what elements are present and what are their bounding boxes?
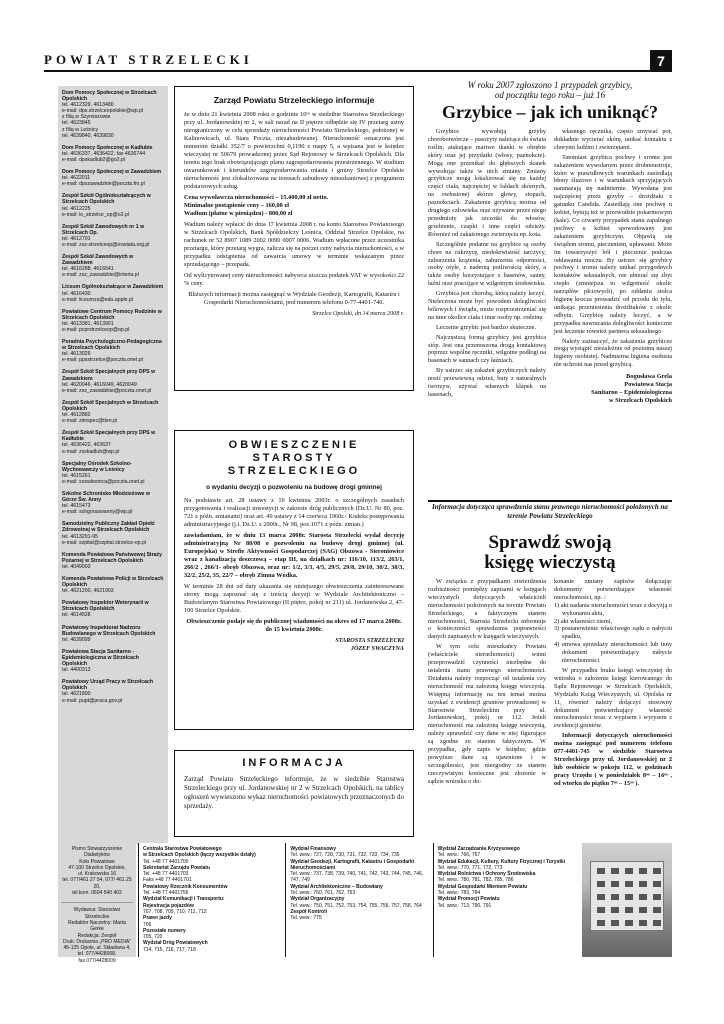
footer-dept-name: Wydział Geodezji, Kartografii, Katastru i Gospodarki Nieruchomościami [290,858,415,871]
sidebar-entry [62,430,164,454]
article1-sign4: w Strzelcach Opolskich [609,397,672,405]
building-window [625,881,633,887]
article1-kicker2: od początku tego roku – już 16 [494,90,606,100]
footer-dept-phone: Tel. wew.: 780, 781, 782, 785, 786 [437,877,514,884]
building-window [611,920,619,926]
sidebar-entry-name: Zespół Szkół Zawodowych w Zawadzkiem [62,254,134,267]
footer-publisher-line: tel.kom. 0604 540 402 [72,890,122,897]
article2-headline [428,533,672,573]
footer-dept-phone: Tel. +48 77 4401700 [143,858,189,865]
tender-notice-sign: Strzelce Opolski, dn.14 marca 2008 r. [312,311,404,317]
article1-paragraph: Najczęstszą formą grzybicy jest grzybica stóp. Jest ona przenoszona drogą kontaktową poprzez wspólne ręczniki, wilgotne podłogi na basenach w saunach czy łaźniach. [428,333,546,365]
building-window [625,920,633,926]
announcement-title: OBWIESZCZENIE [228,439,360,451]
sidebar-entry [62,491,164,515]
footer-publisher-line: 47-100 Strzelce Opolskie, [68,864,126,871]
sidebar-entry-line: e-mail: liceumza@edu.apple.pl [62,296,134,303]
sidebar-entry-name: Szkolne Schronisko Młodzieżowe w Górze Św. Anny [62,490,150,504]
footer-dept-name: Rejestracja pojazdów [143,902,194,909]
sidebar-entry-line: e-mail: dpskadlub2@go2.pl [62,156,125,163]
tender-price: Cena wywoławcza nieruchomości – 15.400,00 zł netto. [184,194,329,201]
announcement-topic: o wydaniu decyzji o pozwoleniu na budowę drogi gminnej [206,484,382,491]
article1-paragraph: Grzybica jest chorobą, którą należy leczyć. Nieleczona może być powodem dolegliwości bólowych i świądu, może rozprzestrzeniać się na inne okolice ciała i inne osoby np. rodzinę. [428,290,546,321]
article1-kicker1: W roku 2007 zgłoszono 1 przypadek grzybicy, [467,80,633,90]
sidebar-entry-name: Zespół Szkół Zawodowych nr 1 w Strzelcach Op. [62,223,145,236]
sidebar-entry [62,649,164,673]
sidebar-entry [62,625,164,643]
article2-headline-line1: Sprawdź swoją [488,532,612,553]
building-window [597,881,605,887]
footer-contacts [58,843,578,964]
building-window [597,907,605,913]
sidebar-entry-line: tel. 4616288, 4616541 [62,266,114,273]
footer-dept-name: Wydział Promocji Powiatu [437,896,500,903]
article2-document-list [554,602,672,665]
sidebar-entry-line: tel. 4621800 [62,691,91,698]
footer-publisher-line: Pismo Stowarzyszenie Diabetyków [71,846,123,859]
footer-printer-line: 45-125 Opole, ul. Składowa 4, [63,945,131,952]
sidebar-entry-line: tel. 4613381, 4613901 [62,320,114,327]
article1-column2 [554,128,672,496]
footer-dept-phone: 705, 720 [143,934,163,941]
footer-dept-phone: Tel. wew.: 727, 728, 730, 731, 732, 733, 734, 735 [290,852,400,859]
footer-contacts-col1 [138,843,283,957]
sidebar-entry-line: tel. 4621200, 4621903 [62,588,114,595]
sidebar-entry-line: tel. 4623845 [62,120,91,127]
article1-headline: Grzybice – jak ich uniknąć? [441,102,658,122]
article1-body [428,128,672,496]
footer-dept-name: Wydział Zarządzania Kryzysowego [437,846,520,852]
building-window [653,894,661,900]
footer-dept-name: Wydział Rolnictwa i Ochrony Środowiska [437,871,536,878]
footer-dept-phone: Tel. wew.: 760, 761, 762, 763 [290,890,356,897]
announcement-sign1: STAROSTA STRZELECKI [335,638,404,644]
sidebar-entry-line: tel. 4612701 [62,235,91,242]
masthead [44,50,672,72]
announcement-p3: W terminie 28 dni od daty ukazania się niniejszego obwieszczenia zainteresowane strony mogą zapoznać się z treścią decyzji w Wydziale Architektoniczno – Budowlanym Starostwa Powiatowego (II piętro, pokój nr 211) ul. Jordanowska 2, 47-100 Strzelce Opolskie. [184,583,404,614]
sidebar-entry-name: Dom Pomocy Społecznej w Strzelcach Opolskich [62,90,157,103]
article1-paragraph: własnego ręcznika, często zmywać pot, dokładnie wycierać skórę, unikać kontaktu z chorymi ludźmi i zwierzętami. [554,128,672,151]
institutions-sidebar [58,86,168,844]
footer-printer-line: Wydawca: Starostwo Strzeleckie [73,907,121,920]
sidebar-entry [62,339,164,363]
tender-notice-p4: Bliższych informacji można zasięgnąć w Wydziale Geodezji, Kartografii, Katastru i Gospodarki Nieruchomościami, pod numerem telefonu 0-77-4401-740. [188,291,400,306]
footer-dept-name: Powiatowy Rzecznik Konsumentów [143,883,228,890]
building-window [597,894,605,900]
sidebar-entry-name: Powiatowy Urząd Pracy w Strzelcach Opolskich [62,679,154,692]
article1-sign2: Powiatowa Stacja [624,381,672,389]
sidebar-entry-line: tel. 4612225 [62,205,91,212]
footer-dept-phone: 706 [143,921,152,928]
footer-dept-name: w Strzelcach Opolskich (łączy wszystkie działy) [143,852,256,859]
sidebar-entry-line: e-mail: zsskadlub@wp.pl [62,448,120,455]
sidebar-entry-line: tel. 4613291-95 [62,533,99,540]
sidebar-entry-line: e-mail: ppsstrzelce@poczta.onet.pl [62,357,143,364]
sidebar-entry-line: tel. 4620046, 4616049, 4620049 [62,381,137,388]
article1-column1 [428,128,546,496]
sidebar-entry-line: tel. 4400313 [62,667,91,674]
footer-publisher-line: Koło Powiatowe [79,858,115,865]
article2-list-item: 1) akt nadania nieruchomości wraz z decyzją o wykonaniu aktu, [554,601,673,617]
footer-dept-phone: Tel. +48 77 4401703 [143,871,189,878]
footer-printer-line: Druk: Drukarnia „PRO MEDIA" [63,938,131,945]
footer-contacts-col3 [433,843,578,957]
footer-printer-line: fax 077/4428009 [78,957,116,964]
sidebar-entry [62,576,164,594]
building-window [639,894,647,900]
footer-dept-name: Wydział Dróg Powiatowych [143,940,208,947]
sidebar-entry-line: tel. 4616430 [62,290,91,297]
announcement-p1: Na podstawie art. 28 ustawy z 10 kwietnia 2003r. o szczególnych zasadach przygotowania i realizacji inwestycji w zakresie dróg publicznych (Dz.U. Nr 80, poz. 721 z późn. zmianami) oraz art. 49 ustawy z 14 czerwca 1960r.- Kodeks postępowania administracyjnego (j.t. Dz.U. z 2000r., Nr 98, poz.1071 z późn. zmian.) [184,497,404,528]
article1-sign1: Bogusława Grela [626,373,672,381]
footer-publisher-line: tel. 077/461 27 54, 077/ 461 25 20, [62,877,132,890]
tender-minstep: Minimalne postąpienie ceny – 160,00 zł [184,202,289,209]
article2-body [428,578,672,840]
building-window [639,881,647,887]
building-window [625,907,633,913]
building-window [639,868,647,874]
sidebar-entry [62,369,164,393]
footer-dept-phone: Tel. wew.: 783, 784 [437,890,481,897]
sidebar-entry-name: Specjalny Ośrodek Szkolno-Wychowawczy w Leśnicy [62,460,132,473]
sidebar-entry [62,169,164,187]
footer-dept-name: Wydział Finansowy [290,846,337,852]
article2-col2b: W przypadku braku księgi wieczystej do wniosku o założenie księgi kierowanego do Sądu Rejonowego w Strzelcach Opolskich, Wydziału Ksiąg Wieczystych, ul. Opolska nr 11, również należy dołączyć stosowny dokument potwierdzający własność nieruchomości wraz z wypisem i wyrysem z ewidencji gruntów. [554,666,672,730]
announcement-p2: zawiadamiam, że w dniu 13 marca 2008r. Starosta Strzelecki wydał decyzję administracyjną Nr 80/08 o pozwoleniu na budowę drogi gminnej (ul. Europejska) w Strefie Aktywności Gospodarczej (SAG) Olszowa - Sieroniowice wraz z kanalizacją deszczową – etap III, na działkach nr: 116/10, 113/2, 263/1, 266/2 , 266/1- obręb Olszowa, oraz nr: 1/2, 3/3, 4/5, 29/5, 29/8, 29/10, 30/2, 30/3, 32/2, 25/2, 35, 22/7 – obręb Zimna Wódka. [184,532,404,579]
footer-dept-name: Zespół Kontroli [290,908,327,915]
article2-list-item: 2) akt własności ziemi, [554,617,613,625]
footer-dept-name: Centrala Starostwa Powiatowego [143,846,222,852]
tender-notice-p2: Wadium należy wpłacić do dnia 17 kwietnia 2008 r. na konto Starostwa Powiatowego w Strzelcach Opolskich, Bank Spółdzielczy Leśnica, Oddział Strzelce Opolskie, na rachunek nr 52 8907 1089 2002 0090 0007 0006. Wadium wpłacone przez uczestnika przetargu, który przetarg wygra, zalicza się na poczet ceny nabycia nieruchomości, a w przypadku odstąpienia od zawarcia umowy w terminie wskazanym przez sprzedającego – przepada. [184,221,404,268]
building-window [625,868,633,874]
sidebar-entry-line: tel. 4615473 [62,503,91,510]
sidebar-entry-name: Zespół Szkół Specjalnych przy DPS w Kadłubie [62,430,156,443]
sidebar-entry-line: e-mail: dpszawadzkie@poczta.fm.pl [62,181,145,188]
sidebar-entry-line: tel. 4615261 [62,472,91,479]
sidebar-entry-name: Liceum Ogólnokształcące w Zawadzkiem [62,284,164,291]
footer-dept-name: Wydział Edukacji, Kultury, Kultury Fizycznej i Turystki [437,858,566,865]
building-window [639,907,647,913]
article1-paragraph: Tatomiast grzybica pochwy i sromu jest zakażeniem wywołanym przez drobnoustroje, które w prawidłowych warunkach zasiedlają błony śluzowe i w warunkach sprzyjających namnażają się nadmiernie. Wywołana jest najczęściej przez grzyby – drożdżaki z gatunku Candida. Zasiedlają one pochwę u kobiet, bytują też w przewodzie pokarmowym (kale). Co czwarty przypadek stanu zapalnego pochwy u kobiet spowodowany jest zakażeniem grzybiczym. Objawią się świądem sromu, pieczeniem, upławami. Może im towarzyszyć ból i pieczenie podczas oddawania moczu. By ustrzec się grzybicy pochwy i sromu należy unikać przygodnych kontaktów seksualnych, nie ubierać się zbyt ciepło (zmniejsza to wilgotność okolic narządów płciowych), po oddaniu stolca higienę krocza prowadzić od przodu do tyłu, unikając przeniesienia drożdżaków z okolic odbytu. Grzybicę należy leczyć, a w przypadku nawracania dolegliwości konieczne jest leczenie również partnera seksualnego. [554,153,672,335]
sidebar-entry-line: tel. 4639840, 4639830 [62,132,114,139]
sidebar-entry-line: z filią w Leśnicy [62,126,99,133]
sidebar-entry-line: e-mail: pupt@praca.gov.pl [62,697,123,704]
tender-notice-title: Zarząd Powiatu Strzeleckiego informuje [213,95,375,105]
sidebar-entry-line: e-mail: pcprstrzelceop@op.pl [62,327,130,333]
article1-paragraph: Leczenie grzybic jest bardzo skuteczne. [436,323,537,331]
footer-dept-phone: Tel. wew.: 737, 738, 739, 740, 741, 742, 743, 744, 745, 746, 747, 749 [290,871,424,884]
building-window [653,907,661,913]
sidebar-entry [62,145,164,163]
sidebar-entry-line: tel. 4614528 [62,612,91,619]
footer-dept-phone: Tel. wew.: 770, 771, 772, 773 [437,864,503,871]
sidebar-entry-line: e-mail: zsz_zawadzkie@interia.pl [62,272,139,279]
footer-publisher-line: ul. Krakowska 16 [77,871,117,878]
sidebar-entry-name: Zespół Szkół Specjalnych w Strzelcach Opolskich [62,399,159,412]
article2-column2 [554,578,672,840]
information-box [174,750,414,837]
building-window [597,868,605,874]
building-window [611,868,619,874]
sidebar-entry-name: Powiatowy Inspektorat Nadzoru Budowlanego w Strzelcach Opolskich [62,624,156,637]
building-window [611,894,619,900]
sidebar-entry-line: e-mail: zss_zawadzkie@poczta.onet.pl [62,387,152,394]
article1-paragraph: Szczególnie podatne na grzybice są osoby chore na cukrzycę, niedokrwistość tarczycy, zaburzenia krążenia, zaburzenia odporności, osoby otyłe, z naderną potliwością skóry, a także osoby korzystające z basenów, sauny, łaźni oraz pracujące w wilgotnym środowisku. [428,240,546,288]
footer-dept-phone: Tel. wew.: 750, 751, 752, 753, 754, 755, 756, 757, 758, 764 [290,902,422,909]
tender-notice-body [184,111,404,318]
footer-dept-name: Wydział Gospodarki Mieniem Powiatu [437,883,528,890]
footer-dept-phone: 714, 715, 716, 717, 718 [143,946,196,953]
article2-col2c: Informacji dotyczących nieruchomości można zasięgnąć pod numerem telefonu 077-4401-745 w siedzibie Starostwa Strzeleckiego przy ul. Jordanowskiej nr 2 lub osobiście w pokoju 112, w godzinach pracy Urzędu ( w poniedziałek 8ᵒᵒ – 16ᵒᵒ , od wtorku do piątku 7ᵒᵒ – 15ᵒᵒ ). [554,732,672,787]
information-title: INFORMACJA [242,757,346,769]
article2-col2a: konanie zmiany zapisów dołączając dokumenty potwierdzające własność nieruchomości, np. : [554,578,672,601]
announcement-sign2: JÓZEF SWACZYNA [350,646,404,652]
sidebar-entry-line: tel. 4639099 [62,636,91,643]
sidebar-entry-name: Samodzielny Publiczny Zakład Opieki Zdrowotnej w Strzelcach Opolskich [62,521,155,534]
sidebar-entry-line: tel. 4622011 [62,175,91,182]
sidebar-entry-name: Komenda Powiatowa Policji w Strzelcach Opolskich [62,576,164,589]
footer-dept-phone: Tel. wew.: 766, 767 [437,852,481,859]
article1-header [428,80,672,122]
building-photo [582,843,672,957]
sidebar-entry [62,224,164,248]
footer-dept-phone: Faks +48 77 4401701 [143,877,192,884]
article-divider [428,500,672,502]
sidebar-entry-name: Dom Pomocy Społecznej w Zawadzkiem [62,169,162,176]
footer-dept-name: Prawo jazdy [143,915,172,922]
footer-publisher-box [58,843,136,964]
sidebar-entry-name: Zespół Szkół Specjalnych przy DPS w Zawadzkiem [62,369,156,382]
tender-notice-p3: Od wylicytowanej ceny nieruchomości nabywca uiszcza podatek VAT w wysokości 22 % ceny. [184,272,404,287]
building-window [653,881,661,887]
building-shape [590,861,664,931]
building-window [653,868,661,874]
sidebar-entry-line: tel. 4612329, 4613480 [62,102,114,109]
sidebar-entry-line: e-mail: sshgoraswanny@wp.pl [62,509,133,516]
article1-paragraph: Należy zaznaczyć, że zakażenia grzybicze mogą wystąpić niezależnie od poziomu naszej higieny osobistej. Nadmierna higiena osobista nie uchroni nas przed grzybicą. [554,337,672,369]
tender-notice-p1: że w dniu 21 kwietnia 2008 roku o godzinie 10ᵒᵒ w siedzibie Starostwa Strzeleckiego przy ul. Jordanowskiej nr 2, w sali narad na II piętrze odbędzie się IV przetarg ustny nieograniczony w celu sprzedaży nieruchomości Powiatu Strzeleckiego, położonej w Kalinowicach, ul. Stara Poczta, niezabudowanej. Nieruchomość oznaczona jest numerem działki 352/7 o powierzchni 0,1190 z mapy 5, a wpisana jest w księdze wieczystej nr 50679 prowadzonej przez Sąd Rejonowy w Strzelcach Opolskich. Dla terenu tego brak obowiązującego planu zagospodarowania przestrzennego. W studium uwarunkowań i kierunków zagospodarowania miasta i gminy Strzelce Opolskie nieruchomość jest zlokalizowana na terenach zabudowy mieszkaniowej z programem podstawowych usług. [184,111,404,190]
announcement-p4: Obwieszczenie podaje się do publicznej wiadomości na okres od 17 marca 2008r. do 15 kwietnia 2008r. [186,618,402,633]
sidebar-entry-line: e-mail: lo_strzelce_op@o2.pl [62,211,129,218]
sidebar-entry [62,679,164,703]
article1-paragraph: Grzybice wywołują grzyby chorobotwórcze – pasożyty należące do świata roślin, atakujące martwe tkanki w obrębie skóry oraz jej przydatki (włosy, paznokcie). Mogą one przenikać do głębszych tkanek wywołując także w nich zmiany. Zmiany grzybicze mogą lokalizować się na każdej części ciała, najczęściej w fałdach skórnych, na owłosionej skórze głowy, stopach, paznokciach. Zakażenie grzybicą można od drugiego człowieka oraz używane przez niego przedmioty jak szczotki do włosów, grzebienie, czapki i inne części odzieży. Również od zakażonego zwierzęcia np. kota. [428,128,547,238]
footer-dept-name: Wydział Organizacyjny [290,896,345,903]
article2-list-item: 3) postanowienie właściwego sądu o nabyciu spadku, [554,625,672,641]
footer-printer-line: Redakcja: Zespół [77,932,117,939]
footer-printer-line: tel. 077/4428008, [77,951,117,958]
tender-notice-box [174,86,414,391]
sidebar-entry [62,90,164,139]
sidebar-entry-name: Komenda Powiatowa Państwowej Straży Pożarnej w Strzelcach Opolskich [62,551,163,564]
building-window [597,920,605,926]
sidebar-entry [62,254,164,278]
page-number: 7 [650,50,672,72]
footer-dept-phone: 707, 708, 709, 710, 711, 712 [143,908,207,915]
sidebar-entry [62,521,164,545]
sidebar-entry-line: e-mail: zsz-strzelceop@oswiata.org.pl [62,241,150,248]
sidebar-entry-line: tel. 4613026 [62,351,91,358]
sidebar-entry [62,400,164,424]
footer-dept-phone: Tel. +48 77 4401756 [143,890,189,897]
sidebar-entry-line: e-mail: zimspec@tlen.pl [62,418,118,425]
tender-deposit: Wadium (płatne w pieniądzu) - 800,00 zł [184,210,293,217]
building-window [611,881,619,887]
sidebar-entry-line: tel. 4636422, 463637 [62,442,111,449]
footer-printer-line: Redaktor Naczelny: Marta Gerke [68,919,126,933]
sidebar-entry-line: tel. 4049903 [62,563,91,570]
footer-dept-name: Pozostałe numery [143,927,186,934]
article1-paragraph: By ustrzec się zakażeń grzybiczych należy nosić przewiewną odzież, buty z naturalnych tworzyw, używać własnych klapek na basenach, [428,367,546,398]
sidebar-entry-line: e-mail: soswlesnica@poczta.onet.pl [62,478,145,485]
article2-paragraph: W związku z przypadkami stwierdzenia rozbieżności pomiędzy zapisami w księgach wieczystych dotyczących właścicieli nieruchomości położonych na terenie Powiatu Strzeleckiego, a faktycznym stanem nieruchomości, Starosta Strzelecki informuje o konieczności sprawdzenia poprawności danych zapisanych w księgach wieczystych. [428,578,546,641]
building-window [639,920,647,926]
article2-paragraph: W tym celu mieszkańcy Powiatu (właściciele nieruchomości) winni przeprowadzić czynności niezbędne do ustalenia stanu prawnego nieruchomości. Działania należy rozpocząć od ustalenia czy nieruchomość ma założoną księgę wieczystą. Wstępną informację na ten temat można uzyskać z ewidencji gruntów prowadzonej w Starostwie Strzeleckim przy ul. Jordanowskiej, pokój nr 112. Jeżeli nieruchomość ma założoną księgę wieczystą, należy sprawdzić czy dane w niej figurujące są zgodne ze stanem faktycznym. W przypadku, gdy zapis w księdze, gdzie powyższe dane są ujawnione i w szczególności, jest niezgodny ze stanem rzeczywistym konieczne jest złożenie w sądzie wniosku o do- [428,643,546,785]
footer-dept-name: Wydział Komunikacji i Transportu: [143,896,225,903]
sidebar-entry-name: Poradnia Psychologiczno-Pedagogiczna w Strzelcach Opolskich [62,339,162,352]
sidebar-entry [62,193,164,217]
footer-dept-name: Wydział Architektoniczno – Budowlany [290,883,383,890]
announcement-subtitle: STAROSTY STRZELECKIEGO [227,452,361,477]
footer-dept-phone: Tel. wew.: 713, 790, 791 [437,902,492,909]
sidebar-entry-line: e-mail: szpital@szpital.strzelce-op.pl [62,539,146,546]
building-window [611,907,619,913]
footer-dept-phone: Tel. wew.: 775 [290,915,322,922]
article2-kicker: Informacja dotycząca sprawdzenia stanu prawnego nieruchomości położonych na terenie Powiatu Strzeleckiego [432,503,668,520]
building-window [653,920,661,926]
announcement-box [174,430,414,730]
sidebar-entry [62,600,164,618]
footer-contacts-col2 [285,843,430,957]
sidebar-entry-name: Dom Pomocy Społecznej w Kadłubie [62,144,153,151]
sidebar-entry [62,461,164,485]
article2-column1 [428,578,546,840]
building-window [625,894,633,900]
sidebar-entry [62,309,164,333]
sidebar-entry-line: tel. 4636337, 4636422, fax 4636744 [62,150,146,157]
article1-sign3: Sanitarno – Epidemiologiczna [591,389,672,397]
sidebar-entry-name: Powiatowa Stacja Sanitarno - Epidemiologiczna w Strzelcach Opolskich [62,648,139,668]
sidebar-entry [62,284,164,302]
sidebar-entry-name: Zespół Szkół Ogólnokształcących w Strzelcach Opolskich [62,193,151,206]
masthead-title: POWIAT STRZELECKI [44,52,253,67]
sidebar-entry-line: z filią w Szymiszowie [62,114,111,121]
sidebar-entry-name: Powiatowe Centrum Pomocy Rodzinie w Strzelcach Opolskich [62,308,162,321]
sidebar-entry [62,552,164,570]
sidebar-entry-name: Powiatowy Inspektor Weterynarii w Strzelcach Opolskich [62,600,149,613]
footer-dept-name: Sekretariat Zarządu Powiatu [143,864,210,871]
article2-list-item: 4) umowa sprzedaży nieruchomości lub inny dokument potwierdzający nabycie nieruchomości. [554,641,672,665]
article2-headline-line2: księgę wieczystą [484,552,616,573]
information-text: Zarząd Powiatu Strzeleckiego informuje, że w siedzibie Starostwa Strzeleckiego przy ul. Jordanowskiej nr 2 w Strzelcach Opolskich, na tablicy ogłoszeń wywieszono wykaz nieruchomości powiatowych przeznaczonych do sprzedaży. [184,775,404,810]
sidebar-entry-line: tel. 4612882 [62,412,91,419]
sidebar-entry-line: e-mail: dps.strzelceopolskie@wp.pl [62,108,144,115]
